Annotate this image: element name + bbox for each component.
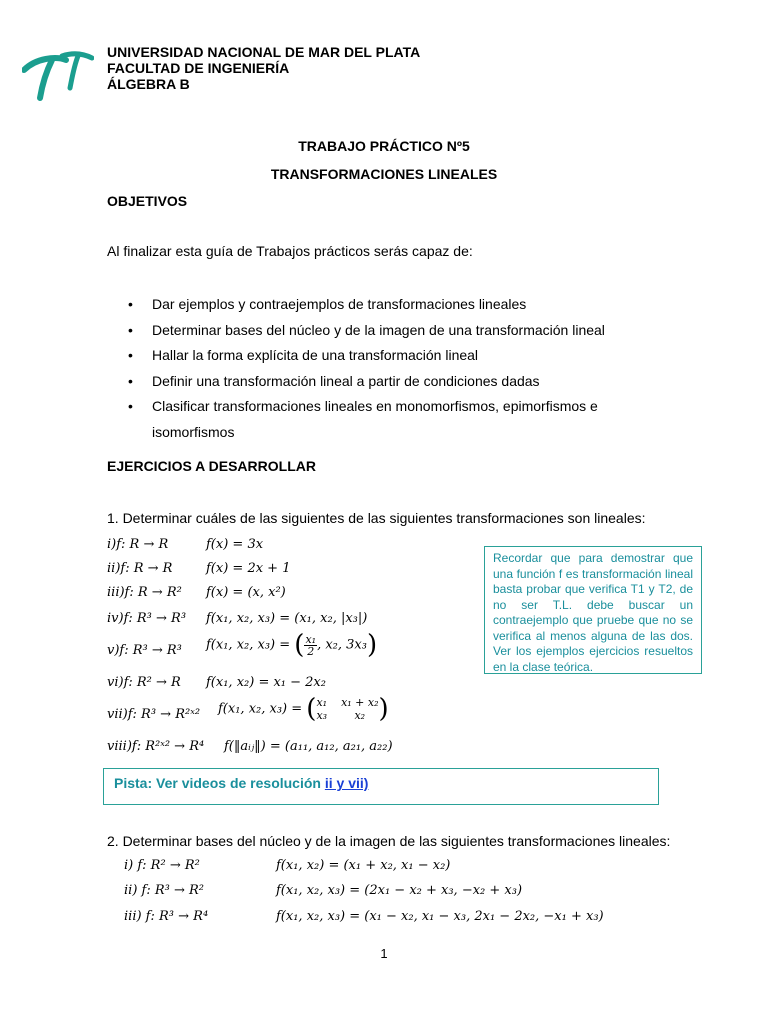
university-name: UNIVERSIDAD NACIONAL DE MAR DEL PLATA	[107, 44, 421, 60]
right-paren: )	[366, 630, 378, 660]
institution-header	[107, 44, 420, 92]
ex1-item-label: iv)f: R³ → R³	[107, 611, 187, 626]
left-paren: (	[294, 630, 305, 660]
ex2-item-function: f(x₁, x₂, x₃) = (2x₁ − x₂ + x₃, −x₂ + x₃)	[276, 883, 523, 898]
matrix-cell: x₁	[316, 696, 328, 709]
ex1-item-label: i)f: R → R	[107, 537, 169, 552]
ex2-item-function: f(x₁, x₂, x₃) = (x₁ − x₂, x₁ − x₃, 2x₁ − 2x₂, −x₁ + x₃)	[276, 909, 604, 924]
ex1-item-function: f(x) = 3x	[206, 537, 264, 552]
ex1-item-function: f(x) = 2x + 1	[206, 561, 291, 576]
ex2-item-label: iii) f: R³ → R⁴	[124, 909, 209, 924]
matrix-cell: x₂	[354, 709, 366, 722]
function-prefix: f(x₁, x₂, x₃) =	[206, 637, 295, 653]
exercise-1-statement: 1. Determinar cuáles de las siguientes de las siguientes transformaciones son lineales:	[107, 510, 646, 526]
function-prefix: f(x₁, x₂, x₃) =	[218, 701, 307, 717]
course-name: ÁLGEBRA B	[107, 76, 190, 92]
right-paren: )	[378, 694, 389, 724]
hint-video-link[interactable]: ii y vii)	[324, 775, 369, 791]
intro-text: Al finalizar esta guía de Trabajos prácticos serás capaz de:	[107, 243, 473, 259]
page-number: 1	[380, 946, 388, 961]
list-item: • Hallar la forma explícita de una transformación lineal	[107, 343, 627, 369]
exercises-heading: EJERCICIOS A DESARROLLAR	[107, 458, 316, 474]
ex1-item-label: vii)f: R³ → R²ˣ²	[107, 707, 201, 722]
fraction	[304, 634, 317, 657]
matrix-cell: x₃	[316, 709, 328, 722]
ex2-item-label: i) f: R² → R²	[124, 858, 200, 873]
ex1-item-function: f(x₁, x₂, x₃) = (x₁, x₂, |x₃|)	[206, 611, 368, 626]
list-item: • Determinar bases del núcleo y de la imagen de una transformación lineal	[107, 318, 627, 344]
ex1-item-label: iii)f: R → R²	[107, 585, 182, 600]
reminder-note: Recordar que para demostrar que una función f es transformación lineal basta probar que verifica T1 y T2, de no ser T.L. debe buscar un contraejemplo que pruebe que no se verifica al menos alguna de las dos. Ver los ejemplos ejercicios resueltos en la clase teórica.	[484, 546, 702, 674]
ex1-item-label: ii)f: R → R	[107, 561, 173, 576]
hint-text: Pista: Ver videos de resolución	[114, 775, 325, 791]
list-item: • Clasificar transformaciones lineales en monomorfismos, epimorfismos e isomorfismos	[107, 394, 627, 445]
objectives-heading: OBJETIVOS	[107, 193, 188, 209]
fraction-denominator: 2	[307, 644, 315, 658]
document-subtitle: TRANSFORMACIONES LINEALES	[270, 166, 498, 182]
ex1-item-label: vi)f: R² → R	[107, 675, 181, 690]
document-title: TRABAJO PRÁCTICO Nº5	[298, 138, 470, 154]
objectives-list	[107, 292, 627, 446]
ex1-item-function: f(‖aᵢⱼ‖) = (a₁₁, a₁₂, a₂₁, a₂₂)	[224, 739, 393, 754]
matrix-cell: x₁ + x₂	[341, 696, 379, 709]
function-suffix: , x₂, 3x₃	[317, 637, 367, 653]
ex1-item-function: f(x) = (x, x²)	[206, 585, 286, 600]
faculty-name: FACULTAD DE INGENIERÍA	[107, 60, 290, 76]
left-paren: (	[306, 694, 317, 724]
exercise-2-statement: 2. Determinar bases del núcleo y de la imagen de las siguientes transformaciones lineales:	[107, 833, 671, 849]
ex1-item-function: f(x₁, x₂) = x₁ − 2x₂	[206, 675, 326, 690]
ex2-item-function: f(x₁, x₂) = (x₁ + x₂, x₁ − x₂)	[276, 858, 451, 873]
university-logo-icon	[22, 48, 94, 102]
ex1-item-function	[206, 632, 377, 658]
ex1-item-label: viii)f: R²ˣ² → R⁴	[107, 739, 205, 754]
fraction-numerator: x₁	[305, 632, 317, 646]
ex1-item-label: v)f: R³ → R³	[107, 643, 182, 658]
hint-box	[103, 768, 659, 805]
list-item: • Dar ejemplos y contraejemplos de transformaciones lineales	[107, 292, 627, 318]
ex1-item-function	[218, 696, 389, 722]
matrix	[316, 696, 378, 722]
ex2-item-label: ii) f: R³ → R²	[124, 883, 204, 898]
list-item: • Definir una transformación lineal a partir de condiciones dadas	[107, 369, 627, 395]
